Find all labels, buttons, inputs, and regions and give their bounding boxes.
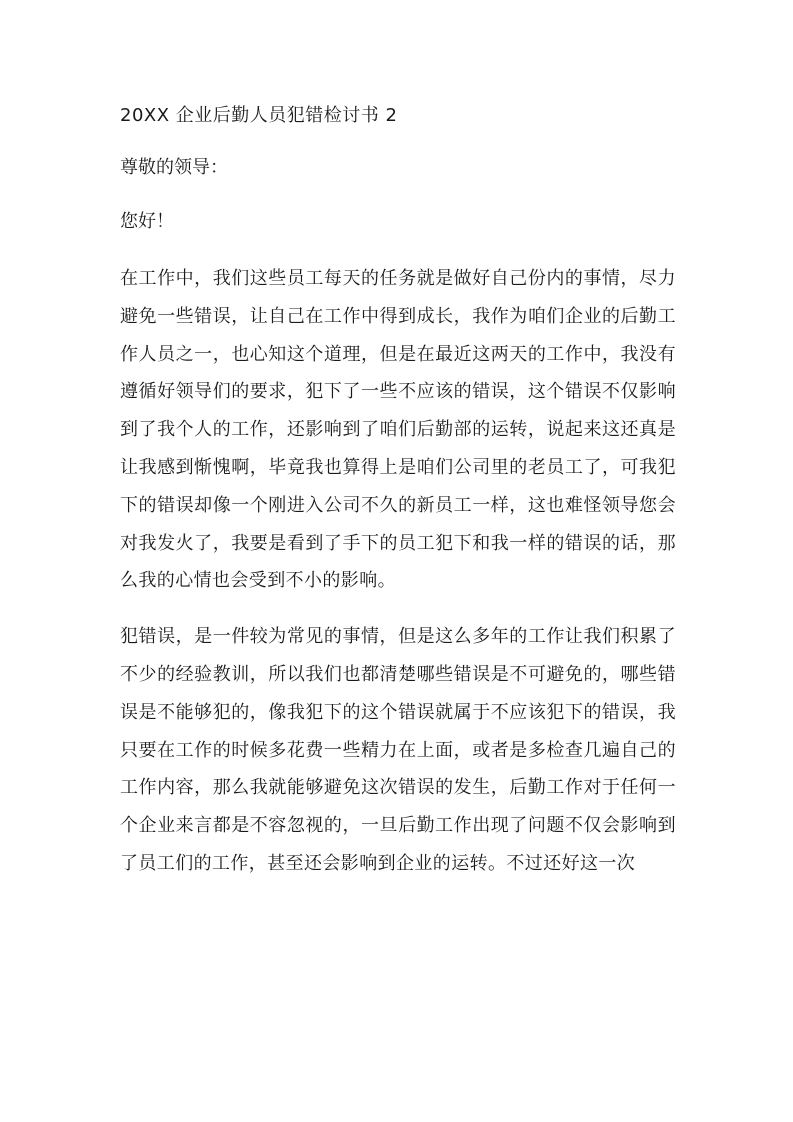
paragraph: 犯错误，是一件较为常见的事情，但是这么多年的工作让我们积累了不少的经验教训，所以我们也都清楚哪些错误是不可避免的，哪些错误是不能够犯的，像我犯下的这个错误就属于不应该犯下的错误，我只要在工作的时候多花费一些精力在上面，或者是多检查几遍自己的工作内容，那么我就能够避免这次错误的发生，后勤工作对于任何一个企业来言都是不容忽视的，一旦后勤工作出现了问题不仅会影响到了员工们的工作，甚至还会影响到企业的运转。不过还好这一次 xyxy=(120,626,676,874)
greeting: 您好！ xyxy=(120,211,174,232)
paragraph: 在工作中，我们这些员工每天的任务就是做好自己份内的事情，尽力避免一些错误，让自己在工作中得到成长，我作为咱们企业的后勤工作人员之一，也心知这个道理，但是在最近这两天的工作中，我没有遵循好领导们的要求，犯下了一些不应该的错误，这个错误不仅影响到了我个人的工作，还影响到了咱们后勤部的运转，说起来这还真是让我感到惭愧啊，毕竟我也算得上是咱们公司里的老员工了，可我犯下的错误却像一个刚进入公司不久的新员工一样，这也难怪领导您会对我发火了，我要是看到了手下的员工犯下和我一样的错误的话，那么我的心情也会受到不小的影响。 xyxy=(120,268,676,592)
document-title: 20XX 企业后勤人员犯错检讨书 2 xyxy=(120,105,398,126)
document-page xyxy=(120,100,676,901)
salutation: 尊敬的领导： xyxy=(120,157,228,178)
